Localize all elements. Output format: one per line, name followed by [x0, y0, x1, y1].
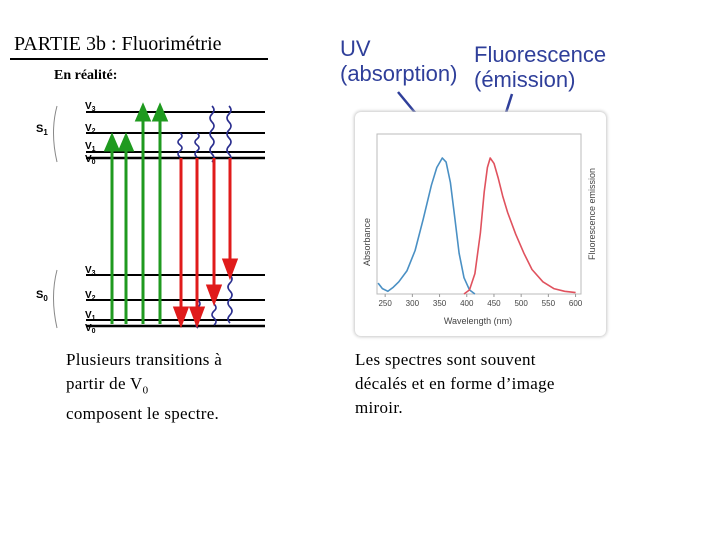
x-tick-label: 550 — [541, 299, 556, 308]
jablonski-diagram — [30, 92, 280, 337]
title-underline — [10, 58, 268, 60]
s1-label: $S_1$ — [36, 123, 48, 137]
absorption-arrow — [137, 106, 149, 120]
uv-absorption-label: UV (absorption) — [340, 36, 458, 86]
x-tick-label: 450 — [487, 299, 501, 308]
s1-bracket — [54, 106, 58, 162]
spectrum-chart — [355, 112, 606, 336]
left-caption: Plusieurs transitions à partir de $V_0$ composent le spectre. — [66, 350, 223, 424]
y-axis-label-right: Fluorescence emission — [587, 167, 597, 261]
s0-v3-label: $V_3$ — [85, 265, 96, 277]
s0-label: $S_0$ — [36, 289, 48, 303]
right-caption: Les spectres sont souvent décalés et en forme d’image miroir. — [355, 350, 555, 417]
relaxation-wave — [178, 133, 182, 157]
s0-v1-label: $V_1$ — [85, 310, 96, 322]
emission-arrow — [224, 260, 236, 276]
s0-v2-label: $V_2$ — [85, 290, 96, 302]
s0-v0-label: $V_0$ — [85, 323, 96, 335]
s1-v1-label: $V_1$ — [85, 141, 96, 153]
s1-v0-label: $V_0$ — [85, 154, 96, 166]
emission-series-line — [464, 158, 576, 294]
absorption-arrow — [106, 136, 118, 150]
emission-arrow — [175, 308, 187, 324]
x-tick-label: 350 — [432, 299, 447, 308]
s0-bracket — [54, 270, 58, 328]
s1-v3-label: $V_3$ — [85, 101, 96, 113]
page-title: PARTIE 3b : Fluorimétrie — [14, 33, 222, 55]
relaxation-wave — [212, 304, 216, 325]
x-tick-label: 250 — [378, 299, 392, 308]
spectrum-chart-panel — [355, 112, 606, 336]
absorption-arrow — [154, 106, 166, 120]
absorption-arrow — [120, 136, 132, 150]
x-tick-label: 500 — [514, 299, 528, 308]
emission-arrow — [191, 308, 203, 324]
fluorescence-emission-label: Fluorescence (émission) — [474, 42, 607, 92]
x-tick-label: 600 — [568, 299, 583, 308]
absorption-series-line — [378, 158, 475, 294]
y-axis-label: Absorbance — [362, 217, 372, 267]
x-tick-label: 300 — [405, 299, 420, 308]
subtitle: En réalité: — [54, 68, 118, 83]
x-axis-label: Wavelength (nm) — [443, 316, 513, 326]
x-tick-label: 400 — [460, 299, 474, 308]
relaxation-wave — [195, 133, 199, 157]
s1-v2-label: $V_2$ — [85, 123, 96, 135]
